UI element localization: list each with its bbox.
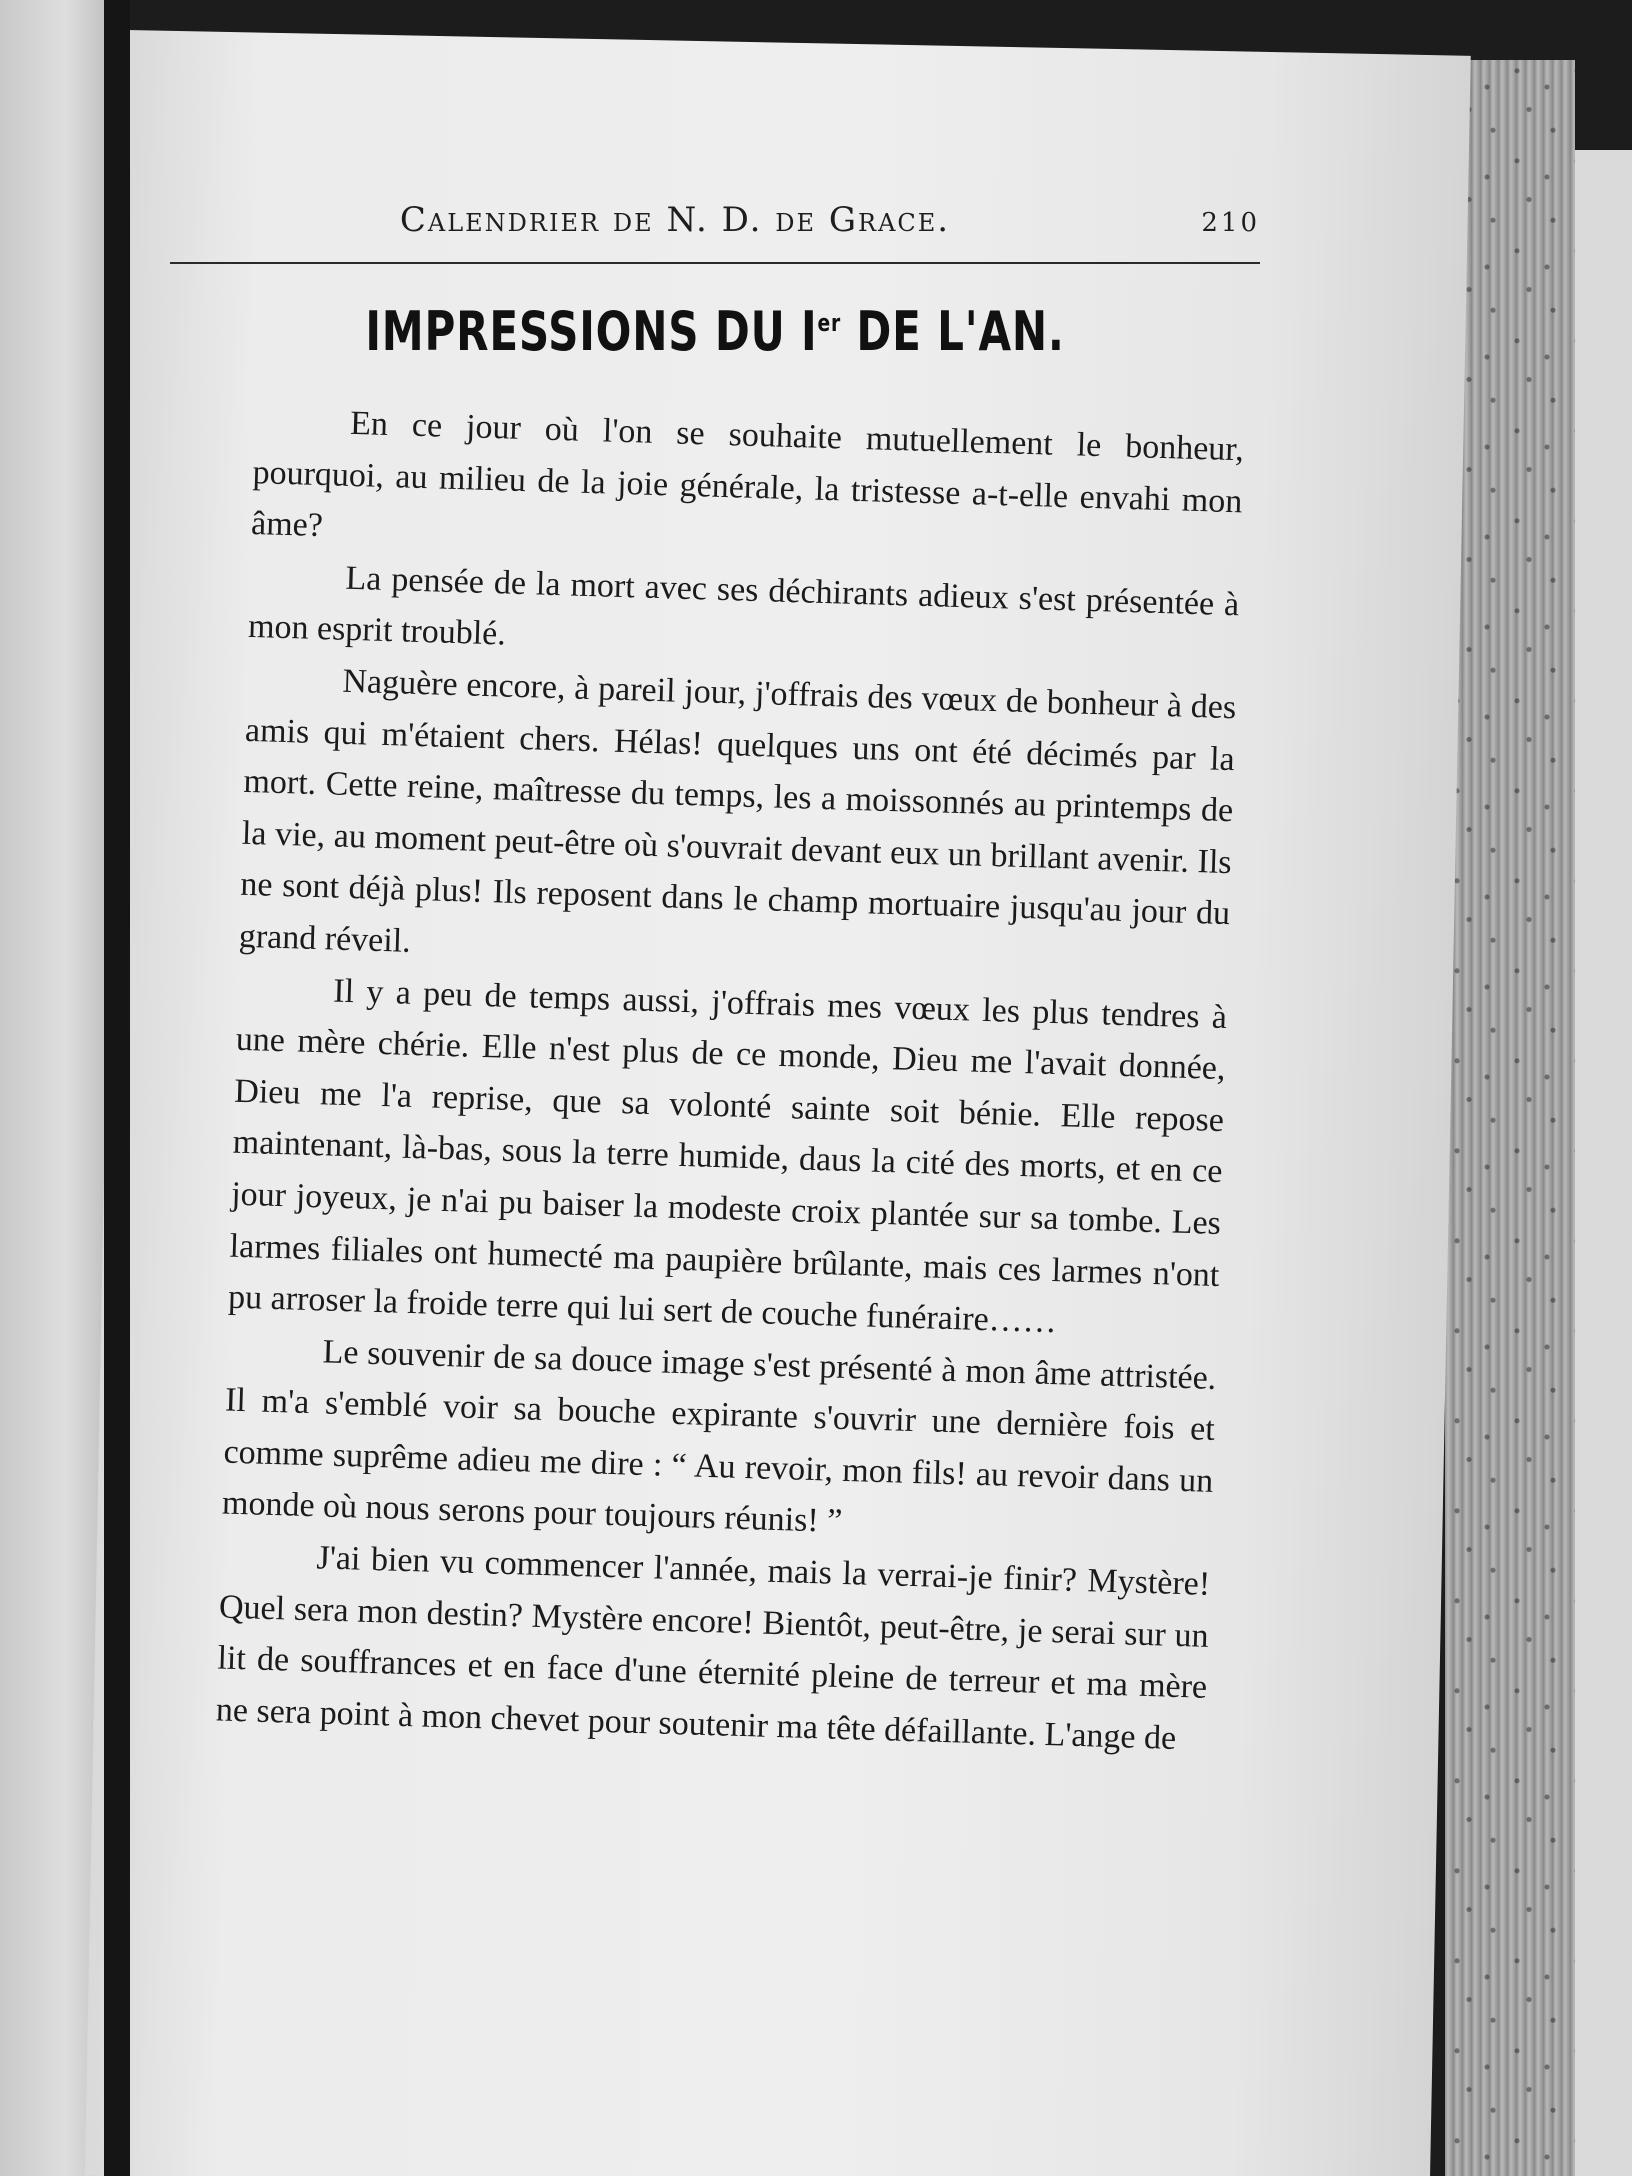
article-body [215, 395, 1244, 1765]
paragraph: Naguère encore, à pareil jour, j'offrais des vœux de bonheur à des amis qui m'étaient chers. Hélas! quelques uns ont été décimés par la mort. Cette reine, maîtresse du temps, les a moissonnés au printemps de la vie, au moment peut-être où s'ouvrait devant eux un brillant avenir. Ils ne sont déjà plus! Ils reposent dans le champ mortuaire jusqu'au jour du grand réveil. [238, 662, 1237, 960]
article-title-end: DE L'AN. [840, 300, 1065, 363]
paragraph: En ce jour où l'on se souhaite mutuellement le bonheur, pourquoi, au milieu de la joie générale, la tristesse a-t-elle envahi mon âme? [250, 404, 1245, 545]
running-head [170, 200, 1260, 260]
header-rule [170, 262, 1260, 264]
paragraph: Le souvenir de sa douce image s'est présenté à mon âme attristée. Il m'a s'emblé voir sa bouche expirante s'ouvrir une dernière fois et comme suprême adieu me dire : “ Au revoir, mon fils! au revoir dans un monde où nous serons pour toujours réunis! ” [221, 1333, 1217, 1541]
paragraph: Il y a peu de temps aussi, j'offrais mes vœux les plus tendres à une mère chérie. Elle n'est plus de ce monde, Dieu me l'avait donnée, Dieu me l'a reprise, que sa volonté sainte soit bénie. Elle repose maintenant, là-bas, sous la terre humide, daus la cité des morts, et en ce jour joyeux, je n'ai pu baiser la modeste croix plantée sur sa tombe. Les larmes filiales ont humecté ma paupière brûlante, mais ces larmes n'ont pu arroser la froide terre qui lui sert de couche funéraire…… [227, 972, 1228, 1341]
article-title-main: IMPRESSIONS DU I [365, 300, 818, 363]
right-background-edge [1575, 150, 1632, 2176]
page-number: 210 [1201, 208, 1260, 238]
article-title [290, 300, 1140, 363]
running-head-title: Calendrier de N. D. de Grace. [399, 200, 951, 240]
paragraph: J'ai bien vu commencer l'année, mais la verrai-je finir? Mystère! Quel sera mon destin? Mystère encore! Bientôt, peut-être, je serai sur un lit de souffrances et en face d'une éternité pleine de terreur et ma mère ne sera point à mon chevet pour soutenir ma tête défaillante. L'ange de [215, 1539, 1211, 1757]
article-title-superscript: er [817, 309, 841, 337]
paragraph: La pensée de la mort avec ses déchirants adieux s'est présentée à mon esprit troublé. [247, 559, 1240, 653]
book-gutter [104, 0, 130, 2176]
